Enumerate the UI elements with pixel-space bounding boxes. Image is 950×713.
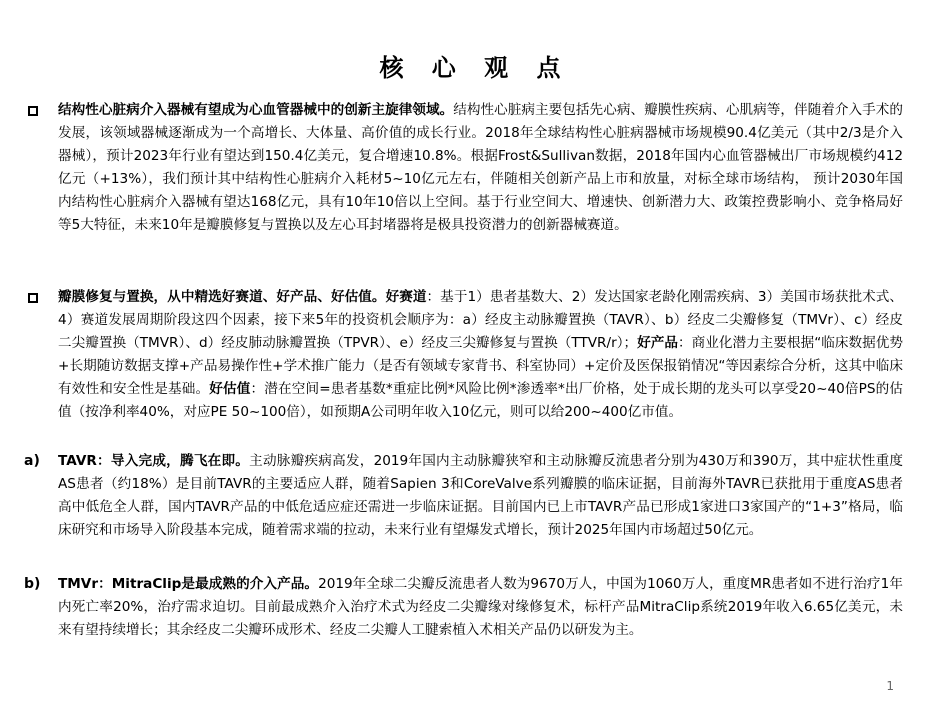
square-bullet-icon	[28, 106, 38, 116]
paragraph-heading: 结构性心脏病介入器械有望成为心血管器械中的创新主旋律领域。	[58, 102, 454, 118]
paragraph-structural-heart	[58, 99, 903, 237]
list-marker: a)	[24, 453, 40, 469]
paragraph-heading: TMVr：MitraClip是最成熟的介入产品。	[58, 576, 319, 592]
good-valuation-label: 好估值	[209, 381, 251, 397]
paragraph-body: ：商业化潜力主要根据“临床数据优势+长期随访数据支撑+产品易操作性+学术推广能力（是否有领域专家背书、科室协同）+定价及医保报销情况“等因素综合分析，这其中临床有效性和安全性是基础。	[58, 335, 903, 397]
paragraph-body: 结构性心脏病主要包括先心病、瓣膜性疾病、心肌病等，伴随着介入手术的发展，该领域器械逐渐成为一个高增长、大体量、高价值的成长行业。2018年全球结构性心脏病器械市场规模90.4亿美元（其中2/3是介入器械），预计2023年行业有望达到150.4亿美元，复合增速10.8%。根据Frost&Sullivan数据，2018年国内心血管器械出厂市场规模约412亿元（+13%），我们预计其中结构性心脏病介入耗材5~10亿元左右，伴随相关创新产品上市和放量，对标全球市场结构， 预计2030年国内结构性心脏病介入器械有望达168亿元，具有10年10倍以上空间。基于行业空间大、增速快、创新潜力大、政策控费影响小、竞争格局好等5大特征，未来10年是瓣膜修复与置换以及左心耳封堵器将是极具投资潜力的创新器械赛道。	[58, 102, 904, 233]
paragraph-body: ：潜在空间=患者基数*重症比例*风险比例*渗透率*出厂价格，处于成长期的龙头可以享受20~40倍PS的估值（按净利率40%，对应PE 50~100倍），如预期A公司明年收入10亿元，则可以给200~400亿市值。	[58, 381, 904, 420]
paragraph-body: ：基于1）患者基数大、2）发达国家老龄化刚需疾病、3）美国市场获批术式、4）赛道发展周期阶段这四个因素，接下来5年的投资机会顺序为：a）经皮主动脉瓣置换（TAVR）、b）经皮二尖瓣修复（TMVr）、c）经皮二尖瓣置换（TMVR）、d）经皮肺动脉瓣置换（TPVR）、e）经皮三尖瓣修复与置换（TTVR/r）；	[58, 289, 904, 351]
paragraph-heading: TAVR：导入完成，腾飞在即。	[58, 453, 250, 469]
paragraph-body: 主动脉瓣疾病高发，2019年国内主动脉瓣狭窄和主动脉瓣反流患者分别为430万和390万，其中症状性重度AS患者（约18%）是目前TAVR的主要适应人群，随着Sapien 3和CoreValve系列瓣膜的临床证据，目前海外TAVR已获批用于重度AS患者高中低危全人群，国内TAVR产品的中低危适应症还需进一步临床证据。目前国内已上市TAVR产品已形成1家进口3家国产的“1+3”格局，临床研究和市场导入阶段基本完成，随着需求端的拉动，未来行业有望爆发式增长，预计2025年国内市场超过50亿元。	[58, 453, 903, 538]
list-marker: b)	[24, 576, 41, 592]
paragraph-heading: 瓣膜修复与置换，从中精选好赛道、好产品、好估值。好赛道	[58, 289, 427, 305]
page-number: 1	[886, 679, 894, 693]
paragraph-valve-repair	[58, 286, 903, 424]
square-bullet-icon	[28, 293, 38, 303]
paragraph-body: 2019年全球二尖瓣反流患者人数为9670万人，中国为1060万人，重度MR患者如不进行治疗1年内死亡率20%，治疗需求迫切。目前最成熟介入治疗术式为经皮二尖瓣缘对缘修复术，标杆产品MitraClip系统2019年收入6.65亿美元，未来有望持续增长；其余经皮二尖瓣环成形术、经皮二尖瓣人工腱索植入术相关产品仍以研发为主。	[58, 576, 903, 638]
page-title: 核 心 观 点	[379, 54, 571, 82]
paragraph-tmvr	[24, 573, 903, 642]
good-product-label: 好产品	[637, 335, 679, 351]
paragraph-tavr	[24, 450, 903, 542]
